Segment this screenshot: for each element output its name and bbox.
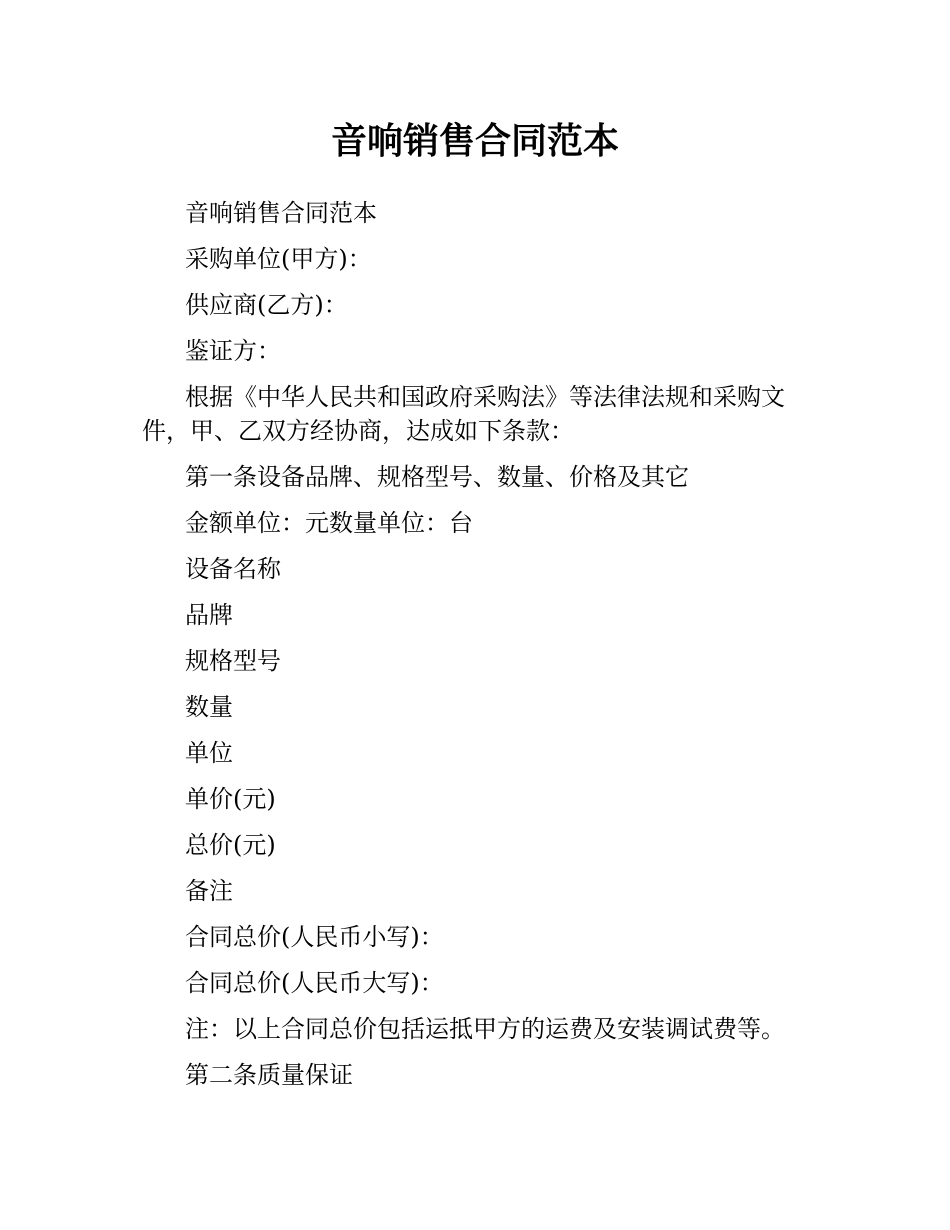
paragraph-remarks: 备注	[185, 877, 233, 905]
paragraph-total-uppercase: 合同总价(人民币大写)：	[185, 969, 444, 997]
paragraph-preamble: 根据《中华人民共和国政府采购法》等法律法规和采购文件，甲、乙双方经协商，达成如下条款：	[142, 383, 785, 445]
paragraph-units: 金额单位：元数量单位：台	[185, 509, 473, 537]
paragraph-unit-price: 单价(元)	[185, 785, 276, 813]
paragraph-subtitle: 音响销售合同范本	[185, 199, 377, 227]
document-title: 音响销售合同范本	[330, 121, 619, 162]
paragraph-article-2: 第二条质量保证	[185, 1061, 353, 1089]
paragraph-witness: 鉴证方：	[185, 337, 281, 365]
paragraph-model: 规格型号	[185, 647, 281, 675]
paragraph-note: 注：以上合同总价包括运抵甲方的运费及安装调试费等。	[185, 1015, 785, 1043]
paragraph-total-price: 总价(元)	[185, 831, 276, 859]
paragraph-equipment-name: 设备名称	[185, 555, 281, 583]
paragraph-brand: 品牌	[185, 601, 233, 629]
paragraph-total-lowercase: 合同总价(人民币小写)：	[185, 923, 444, 951]
document-body	[142, 196, 812, 1104]
paragraph-supplier: 供应商(乙方)：	[185, 291, 348, 319]
paragraph-unit: 单位	[185, 739, 233, 767]
paragraph-article-1: 第一条设备品牌、规格型号、数量、价格及其它	[185, 463, 689, 491]
paragraph-buyer: 采购单位(甲方)：	[185, 245, 372, 273]
paragraph-quantity: 数量	[185, 693, 233, 721]
